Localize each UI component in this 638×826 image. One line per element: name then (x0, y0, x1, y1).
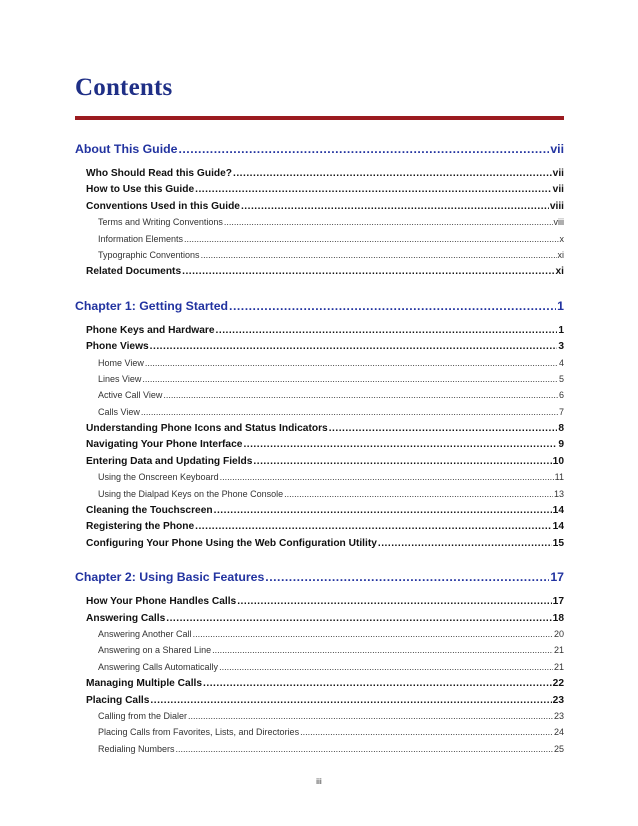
dot-leader (193, 629, 553, 639)
toc-subsection-entry-page-number: 25 (553, 743, 564, 754)
dot-leader (284, 489, 553, 499)
toc-section-entry-title: Who Should Read this Guide? (86, 168, 233, 179)
toc-subsection-entry[interactable] (75, 645, 564, 661)
title-rule (75, 116, 564, 120)
toc-chapter-entry-title: About This Guide (75, 142, 178, 156)
toc-section-entry-title: Answering Calls (86, 612, 166, 624)
toc-section-entry-title: Configuring Your Phone Using the Web Configuration Utility (86, 537, 377, 549)
toc-section-entry[interactable] (75, 423, 564, 439)
toc-section-entry-page-number: vii (552, 168, 564, 179)
toc-subsection-entry-page-number: 23 (553, 710, 564, 721)
dot-leader (178, 142, 549, 156)
toc-section-entry[interactable] (75, 456, 564, 472)
toc-subsection-entry[interactable] (75, 358, 564, 374)
dot-leader (184, 234, 558, 244)
toc-section-entry[interactable] (75, 341, 564, 357)
dot-leader (145, 358, 558, 368)
toc-section-entry[interactable] (75, 266, 564, 282)
toc-subsection-entry[interactable] (75, 744, 564, 760)
toc-subsection-entry-page-number: 13 (553, 488, 564, 499)
toc-chapter-entry-page-number: vii (550, 142, 564, 156)
toc-subsection-entry[interactable] (75, 727, 564, 743)
toc-subsection-entry[interactable] (75, 217, 564, 233)
toc-chapter-entry[interactable] (75, 570, 564, 586)
toc-subsection-entry[interactable] (75, 407, 564, 423)
toc-section-entry-page-number: 14 (552, 505, 564, 517)
toc-section-entry-title: Understanding Phone Icons and Status Indicators (86, 423, 328, 435)
toc-section-entry-page-number: 18 (552, 612, 564, 624)
dot-leader (224, 217, 553, 227)
dot-leader (243, 439, 557, 450)
dot-leader (378, 538, 552, 549)
page-number: iii (316, 776, 322, 786)
toc-section-entry-page-number: 14 (552, 521, 564, 533)
toc-section-entry[interactable] (75, 538, 564, 554)
dot-leader (176, 744, 553, 754)
toc-subsection-entry-title: Home View (98, 357, 144, 368)
dot-leader (188, 711, 553, 721)
toc-section-entry[interactable] (75, 521, 564, 537)
toc-chapter-entry-page-number: 17 (550, 570, 564, 585)
toc-section-entry-page-number: 22 (552, 678, 564, 690)
toc-section-entry-title: Navigating Your Phone Interface (86, 439, 243, 451)
dot-leader (182, 266, 554, 277)
toc-chapter-entry[interactable] (75, 142, 564, 158)
dot-leader (166, 613, 551, 624)
toc-subsection-entry-page-number: 5 (558, 373, 564, 384)
toc-subsection-entry-title: Typographic Conventions (98, 249, 200, 260)
toc-subsection-entry-title: Active Call View (98, 390, 163, 401)
dot-leader (229, 299, 556, 313)
dot-leader (237, 596, 551, 607)
toc-section-entry-page-number: 8 (558, 423, 564, 435)
toc-section-entry-title: Registering the Phone (86, 521, 195, 533)
toc-subsection-entry-title: Answering Calls Automatically (98, 661, 219, 672)
toc-subsection-entry[interactable] (75, 234, 564, 250)
dot-leader (219, 662, 553, 672)
toc-subsection-entry-title: Information Elements (98, 233, 184, 244)
toc-subsection-entry-title: Lines View (98, 373, 142, 384)
dot-leader (233, 168, 552, 179)
toc-subsection-entry-page-number: viii (553, 217, 564, 228)
toc-subsection-entry-title: Answering Another Call (98, 628, 192, 639)
toc-subsection-entry[interactable] (75, 472, 564, 488)
dot-leader (300, 727, 553, 737)
toc-subsection-entry-title: Using the Onscreen Keyboard (98, 472, 219, 483)
toc-section-entry-page-number: 1 (558, 324, 564, 336)
toc-section-entry[interactable] (75, 505, 564, 521)
section-spacer (75, 283, 564, 287)
table-of-contents (75, 130, 564, 760)
toc-chapter-entry[interactable] (75, 299, 564, 315)
toc-chapter-entry-title: Chapter 2: Using Basic Features (75, 570, 265, 585)
dot-leader (220, 472, 554, 482)
toc-section-entry[interactable] (75, 168, 564, 184)
dot-leader (329, 423, 558, 434)
toc-section-entry-page-number: 9 (558, 439, 564, 451)
toc-subsection-entry-page-number: 6 (558, 390, 564, 401)
toc-subsection-entry[interactable] (75, 711, 564, 727)
dot-leader (212, 645, 553, 655)
dot-leader (253, 456, 551, 467)
toc-subsection-entry-title: Redialing Numbers (98, 743, 175, 754)
toc-section-entry-title: Conventions Used in this Guide (86, 200, 240, 212)
dot-leader (214, 505, 552, 516)
toc-subsection-entry-title: Terms and Writing Conventions (98, 217, 223, 228)
toc-chapter-entry-page-number: 1 (557, 298, 564, 313)
toc-subsection-entry[interactable] (75, 489, 564, 505)
dot-leader (195, 184, 552, 195)
toc-section-entry-page-number: xi (555, 266, 564, 278)
toc-section-entry-title: Entering Data and Updating Fields (86, 455, 253, 467)
toc-section-entry[interactable] (75, 613, 564, 629)
toc-subsection-entry-page-number: 7 (558, 406, 564, 417)
toc-subsection-entry[interactable] (75, 390, 564, 406)
toc-section-entry-title: Related Documents (86, 266, 182, 278)
toc-subsection-entry-title: Using the Dialpad Keys on the Phone Console (98, 488, 284, 499)
toc-section-entry-page-number: 3 (558, 341, 564, 353)
toc-subsection-entry-title: Answering on a Shared Line (98, 645, 212, 656)
toc-section-entry-page-number: 23 (552, 694, 564, 706)
toc-section-entry[interactable] (75, 184, 564, 200)
toc-section-entry-page-number: 17 (552, 596, 564, 608)
toc-section-entry[interactable] (75, 678, 564, 694)
toc-subsection-entry-page-number: xi (557, 249, 564, 260)
toc-section-entry-title: How to Use this Guide (86, 184, 195, 196)
toc-subsection-entry-page-number: x (559, 233, 564, 244)
toc-section-entry-title: How Your Phone Handles Calls (86, 596, 237, 608)
dot-leader (195, 521, 552, 532)
dot-leader (265, 570, 549, 584)
toc-subsection-entry-page-number: 21 (553, 661, 564, 672)
toc-section-entry-page-number: viii (549, 200, 564, 212)
toc-subsection-entry-title: Calls View (98, 406, 140, 417)
toc-subsection-entry-page-number: 21 (553, 645, 564, 656)
toc-section-entry-page-number: 15 (552, 537, 564, 549)
dot-leader (150, 695, 551, 706)
toc-chapter-entry-title: Chapter 1: Getting Started (75, 298, 229, 313)
dot-leader (203, 678, 552, 689)
dot-leader (163, 390, 558, 400)
toc-subsection-entry[interactable] (75, 374, 564, 390)
toc-subsection-entry[interactable] (75, 662, 564, 678)
dot-leader (150, 341, 558, 352)
dot-leader (241, 201, 549, 212)
dot-leader (216, 325, 558, 336)
dot-leader (201, 250, 557, 260)
page-title: Contents (75, 74, 173, 101)
toc-section-entry-page-number: 10 (552, 455, 564, 467)
toc-section-entry-title: Phone Views (86, 341, 149, 353)
toc-section-entry[interactable] (75, 439, 564, 455)
toc-subsection-entry[interactable] (75, 629, 564, 645)
toc-section-entry[interactable] (75, 695, 564, 711)
toc-subsection-entry[interactable] (75, 250, 564, 266)
toc-section-entry[interactable] (75, 201, 564, 217)
toc-subsection-entry-title: Calling from the Dialer (98, 710, 188, 721)
section-spacer (75, 554, 564, 558)
dot-leader (142, 374, 558, 384)
toc-section-entry[interactable] (75, 325, 564, 341)
toc-section-entry-page-number: vii (552, 184, 564, 196)
toc-section-entry-title: Cleaning the Touchscreen (86, 505, 213, 517)
toc-section-entry[interactable] (75, 596, 564, 612)
toc-subsection-entry-page-number: 11 (554, 472, 564, 483)
toc-subsection-entry-page-number: 24 (553, 727, 564, 738)
toc-subsection-entry-page-number: 20 (553, 628, 564, 639)
toc-section-entry-title: Placing Calls (86, 694, 150, 706)
toc-section-entry-title: Phone Keys and Hardware (86, 324, 215, 336)
toc-subsection-entry-title: Placing Calls from Favorites, Lists, and Directories (98, 727, 300, 738)
toc-subsection-entry-page-number: 4 (558, 357, 564, 368)
toc-section-entry-title: Managing Multiple Calls (86, 678, 203, 690)
dot-leader (141, 407, 558, 417)
